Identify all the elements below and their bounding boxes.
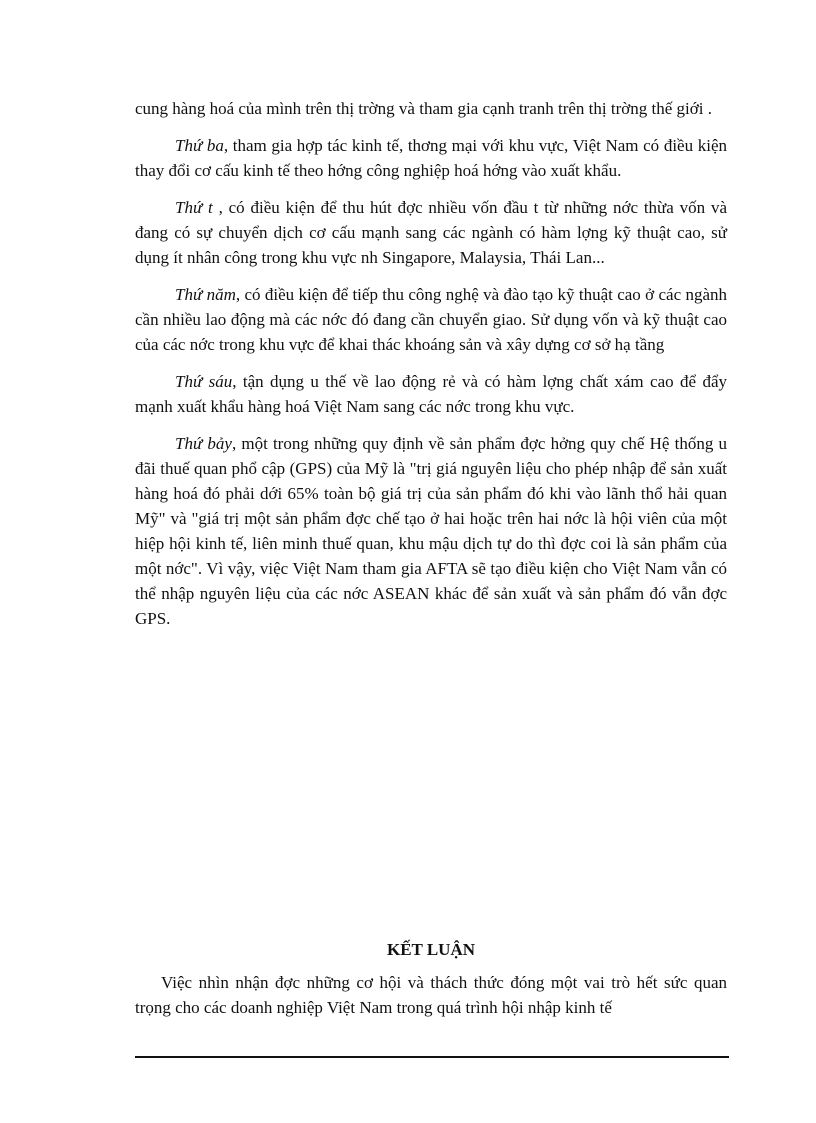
- paragraph-1: [135, 96, 727, 121]
- paragraph-4: [135, 282, 727, 357]
- paragraph-6-lead: Thứ bảy: [175, 434, 232, 453]
- paragraph-3: [135, 195, 727, 270]
- conclusion-paragraph: Việc nhìn nhận đợc những cơ hội và thách thức đóng một vai trò hết sức quan trọng cho các doanh nghiệp Việt Nam trong quá trình hội nhập kinh tế: [135, 973, 727, 1017]
- paragraph-5-lead: Thứ sáu: [175, 372, 233, 391]
- conclusion-heading: KẾT LUẬN: [386, 940, 475, 959]
- document-body: [135, 96, 727, 631]
- paragraph-4-lead: Thứ năm: [175, 285, 236, 304]
- footer-rule: [135, 1056, 729, 1058]
- paragraph-3-lead: Thứ t: [175, 198, 213, 217]
- paragraph-5: [135, 369, 727, 419]
- paragraph-2: [135, 133, 727, 183]
- paragraph-4-text: , có điều kiện để tiếp thu công nghệ và đào tạo kỹ thuật cao ở các ngành cần nhiều lao động mà các nớc đó đang cần chuyển giao. Sử dụng vốn và kỹ thuật cao của các nớc trong khu vực để khai thác khoáng sản và xây dựng cơ sở hạ tầng: [135, 285, 727, 354]
- paragraph-2-text: , tham gia hợp tác kinh tế, thơng mại với khu vực, Việt Nam có điều kiện thay đổi cơ cấu kinh tế theo hớng công nghiệp hoá hớng vào xuất khẩu.: [135, 136, 727, 180]
- paragraph-1-text: cung hàng hoá của mình trên thị trờng và tham gia cạnh tranh trên thị trờng thế giới .: [135, 99, 712, 118]
- paragraph-6: [135, 431, 727, 631]
- paragraph-3-text: , có điều kiện để thu hút đợc nhiều vốn đầu t từ những nớc thừa vốn và đang có sự chuyển dịch cơ cấu mạnh sang các ngành có hàm lợng kỹ thuật cao, sử dụng ít nhân công trong khu vực nh Singapore, Malaysia, Thái Lan...: [135, 198, 727, 267]
- conclusion-section: [135, 938, 727, 1020]
- paragraph-2-lead: Thứ ba: [175, 136, 224, 155]
- paragraph-5-text: , tận dụng u thế về lao động rẻ và có hàm lợng chất xám cao để đẩy mạnh xuất khẩu hàng hoá Việt Nam sang các nớc trong khu vực.: [135, 372, 727, 416]
- paragraph-6-text: , một trong những quy định về sản phẩm đợc hởng quy chế Hệ thống u đãi thuế quan phổ cập (GPS) của Mỹ là "trị giá nguyên liệu cho phép nhập để sản xuất hàng hoá đó phải dới 65% toàn bộ giá trị của sản phẩm đó khi vào lãnh thổ hải quan Mỹ" và "giá trị một sản phẩm đợc chế tạo ở hai hoặc trên hai nớc là hội viên của một hiệp hội kinh tế, liên minh thuế quan, khu mậu dịch tự do thì đợc coi là sản phẩm của một nớc". Vì vậy, việc Việt Nam tham gia AFTA sẽ tạo điều kiện cho Việt Nam vẫn có thể nhập nguyên liệu của các nớc ASEAN khác để sản xuất và sản phẩm đó vẫn đợc GPS.: [135, 434, 727, 628]
